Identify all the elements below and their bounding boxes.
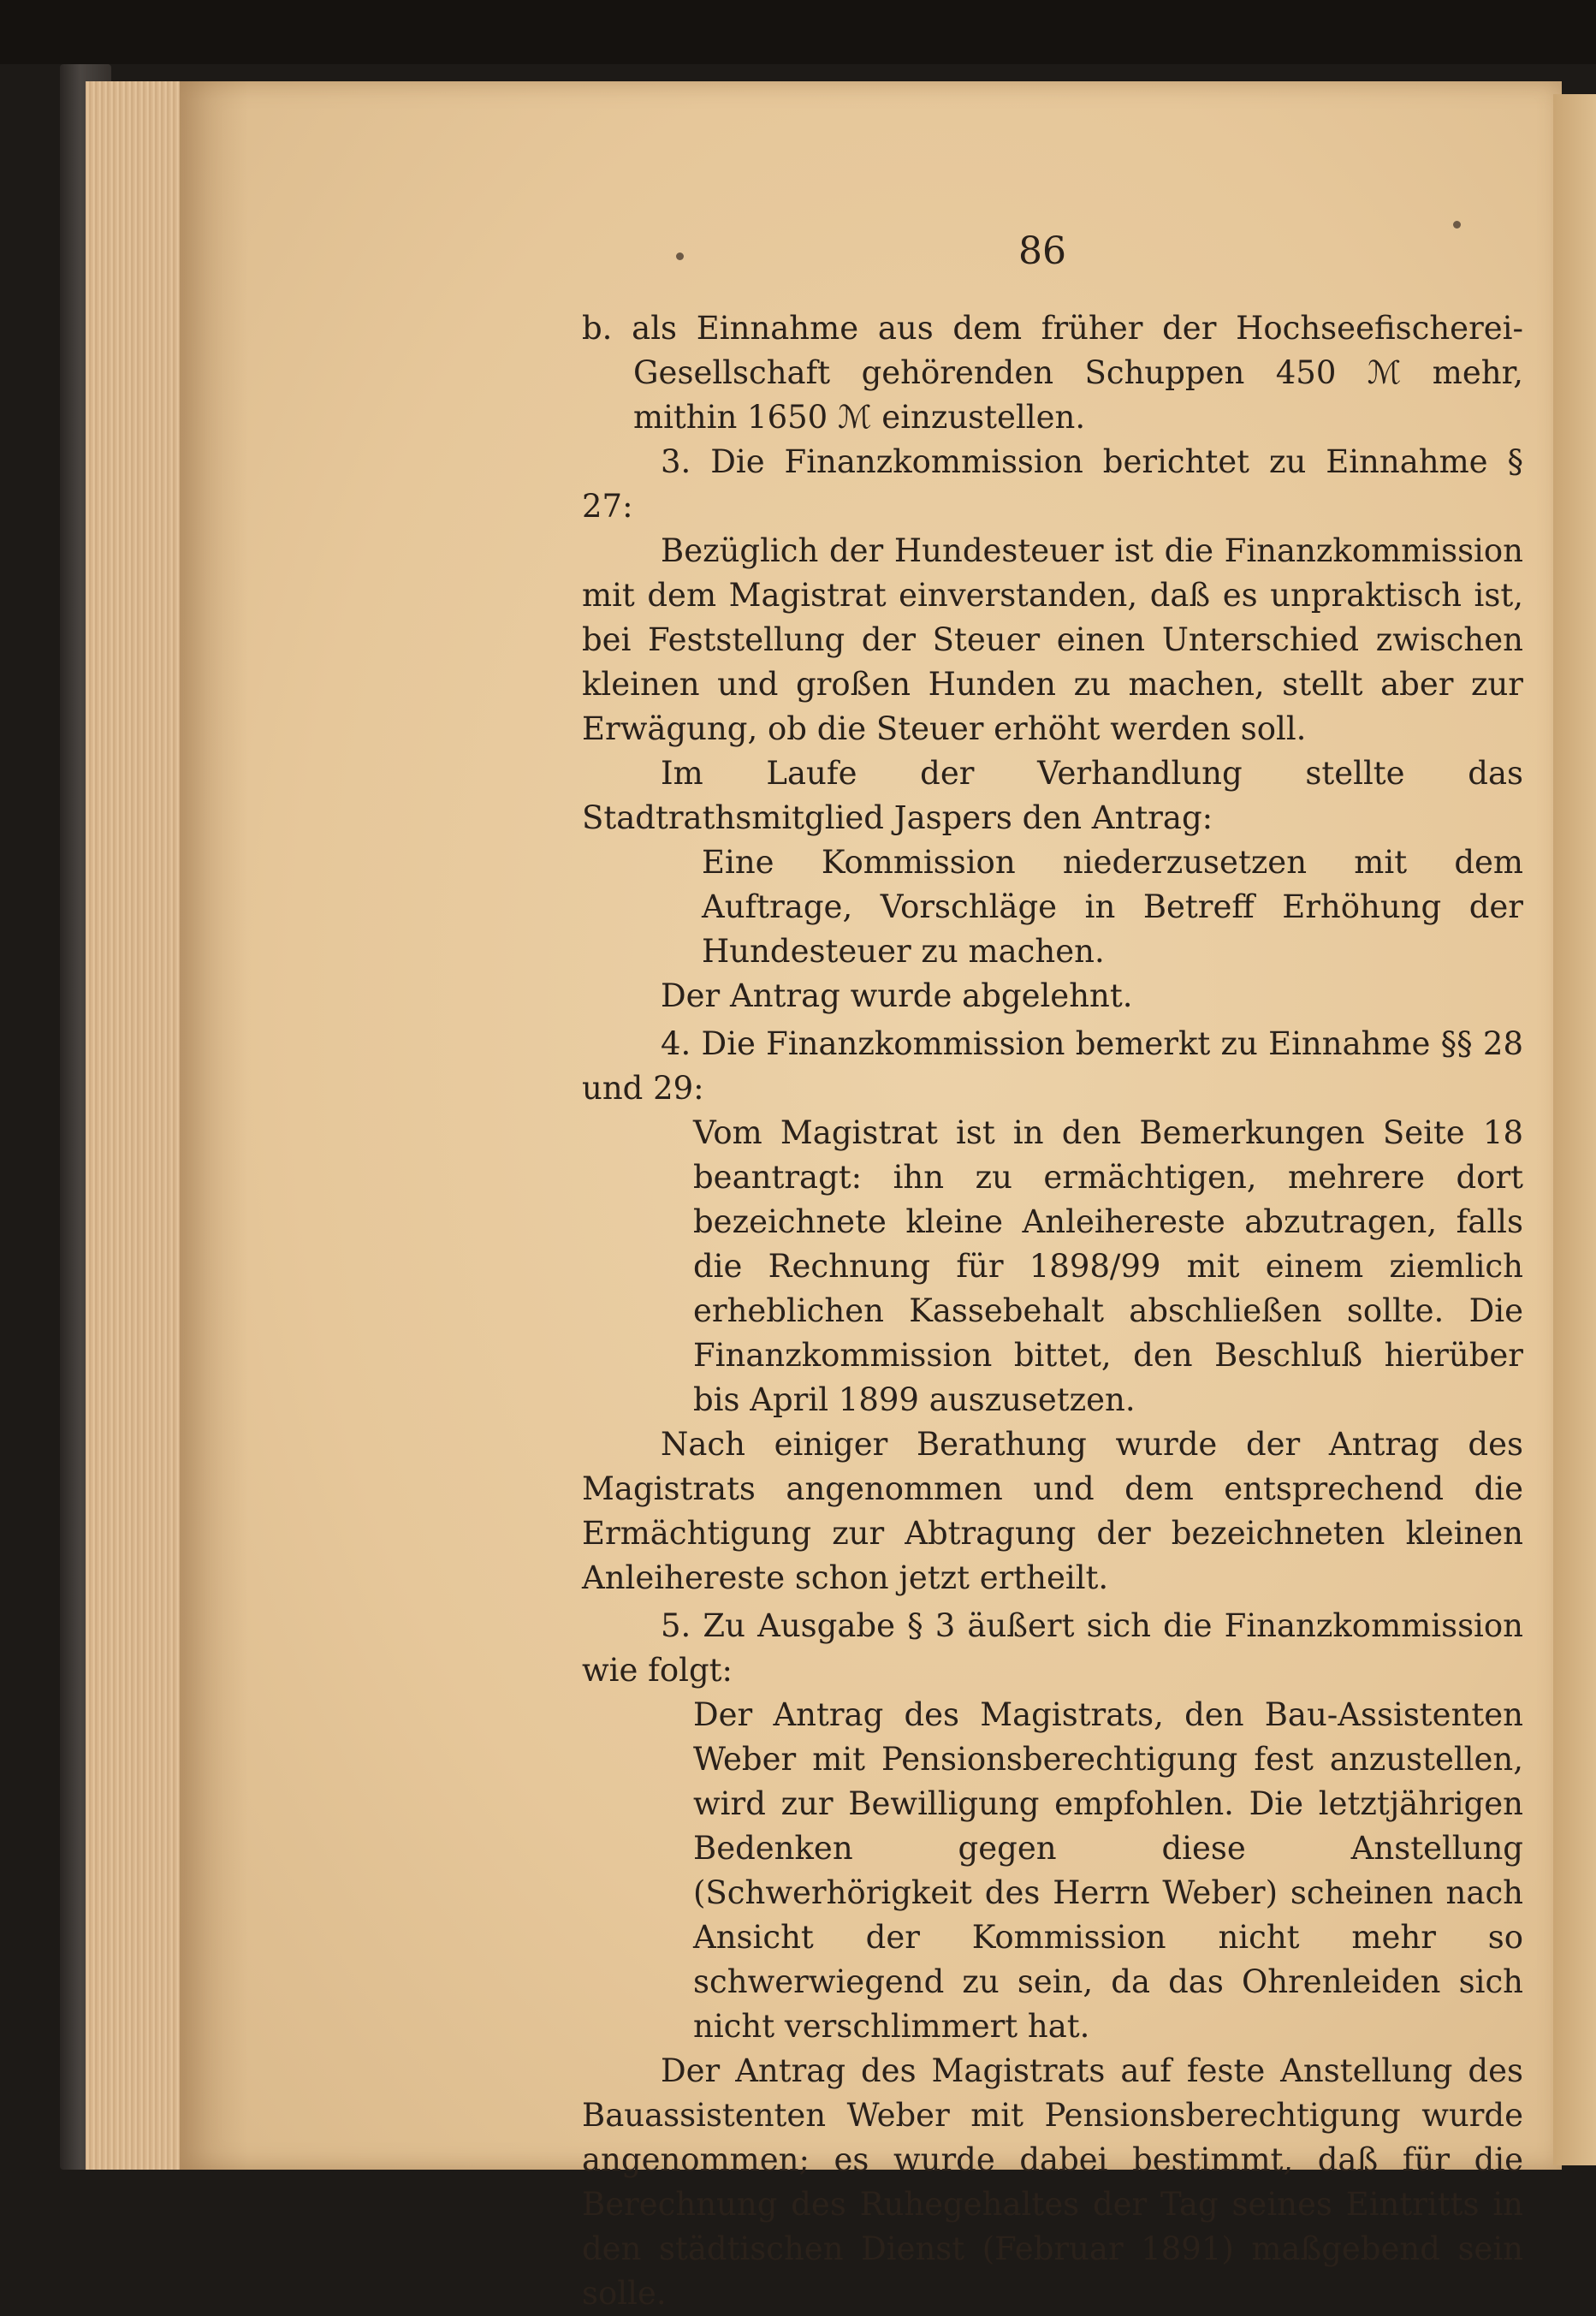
paragraph-anstellung: Der Antrag des Magistrats auf feste Anstellung des Bauassistenten Weber mit Pensionsberechtigung wurde angenommen; es wurde dabei bestimmt, daß für die Berechnung des Ruhegehaltes der Tag seines Eintritts in den städtischen Dienst (Februar 1891) maßgebend sein solle. [582, 2052, 1523, 2312]
antrag-quote: Eine Kommission niederzusetzen mit dem Auftrage, Vorschläge in Betreff Erhöhung der Hundesteuer zu machen. [702, 844, 1523, 970]
paragraph-5-heading: 5. Zu Ausgabe § 3 äußert sich die Finanzkommission wie folgt: [582, 1607, 1523, 1689]
paragraph-b: b. als Einnahme aus dem früher der Hochseefischerei-Gesellschaft gehörenden Schuppen 450 ℳ mehr, mithin 1650 ℳ einzustellen. [582, 310, 1523, 436]
weber-quote: Der Antrag des Magistrats, den Bau-Assistenten Weber mit Pensionsberechtigung fest anzustellen, wird zur Bewilligung empfohlen. Die letztjährigen Bedenken gegen diese Anstellung (Schwerhörigkeit des Herrn Weber) scheinen nach Ansicht der Kommission nicht mehr so schwerwiegend zu sein, da das Ohrenleiden sich nicht verschlimmert hat. [693, 1696, 1523, 2045]
paragraph-berathung: Nach einiger Berathung wurde der Antrag des Magistrats angenommen und dem entsprechend die Ermächtigung zur Abtragung der bezeichneten kleinen Anleihereste schon jetzt ertheilt. [582, 1426, 1523, 1596]
page-number: 86 [1018, 229, 1066, 273]
magistrat-quote: Vom Magistrat ist in den Bemerkungen Seite 18 beantragt: ihn zu ermächtigen, mehrere dort bezeichnete kleine Anleihereste abzutragen, falls die Rechnung für 1898/99 mit einem ziemlich erheblichen Kassebehalt abschließen sollte. Die Finanzkommission bittet, den Beschluß hierüber bis April 1899 auszusetzen. [693, 1114, 1523, 1418]
paragraph-abgelehnt: Der Antrag wurde abgelehnt. [661, 977, 1133, 1014]
paragraph-hundesteuer: Bezüglich der Hundesteuer ist die Finanzkommission mit dem Magistrat einverstanden, daß es unpraktisch ist, bei Feststellung der Steuer einen Unterschied zwischen kleinen und großen Hunden zu machen, stellt aber zur Erwägung, ob die Steuer erhöht werden soll. [582, 532, 1523, 747]
backdrop [0, 0, 1596, 64]
page-text [582, 223, 1523, 2316]
paragraph-4-heading: 4. Die Finanzkommission bemerkt zu Einnahme §§ 28 und 29: [582, 1025, 1523, 1107]
gutter-shadow [180, 81, 248, 2170]
next-page-edge [1553, 94, 1596, 2165]
paragraph-jaspers: Im Laufe der Verhandlung stellte das Stadtrathsmitglied Jaspers den Antrag: [582, 755, 1523, 836]
paragraph-3-heading: 3. Die Finanzkommission berichtet zu Einnahme § 27: [582, 443, 1523, 525]
